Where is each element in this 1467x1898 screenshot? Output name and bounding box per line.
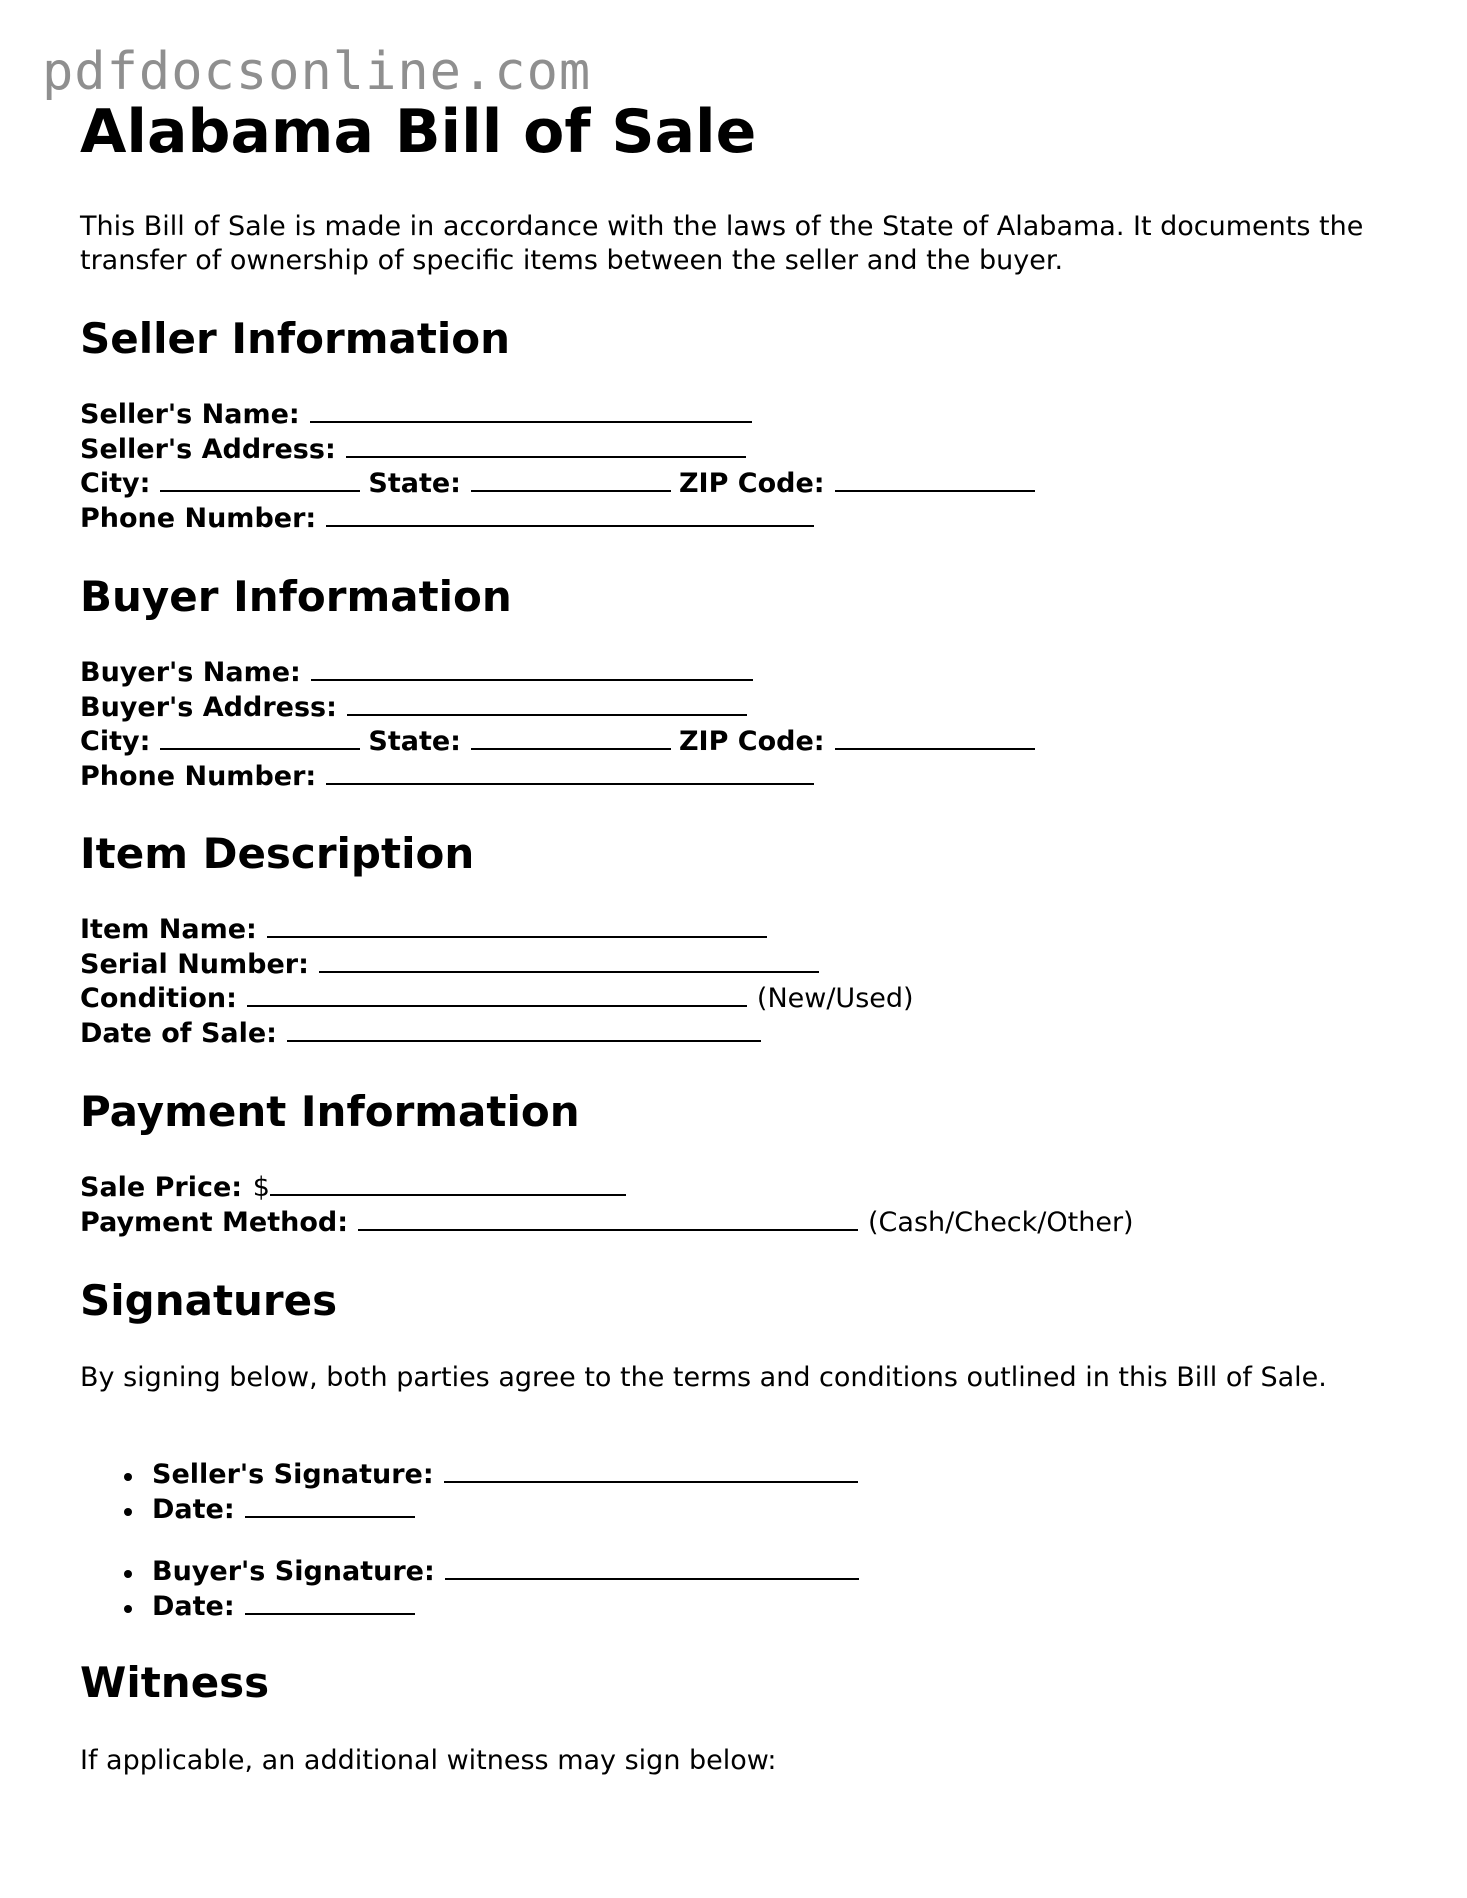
item-heading: Item Description	[80, 829, 475, 878]
payment-method-field[interactable]	[358, 1207, 858, 1231]
page-title: Alabama Bill of Sale	[80, 97, 757, 167]
seller-phone-field[interactable]	[326, 503, 814, 527]
seller-city-field[interactable]	[160, 468, 360, 492]
buyer-signature-list	[80, 1555, 867, 1624]
seller-phone-row	[80, 502, 1043, 537]
buyer-phone-label: Phone Number:	[80, 760, 317, 792]
buyer-address-field[interactable]	[347, 692, 747, 716]
seller-section	[80, 398, 1043, 536]
payment-section	[80, 1171, 1134, 1240]
buyer-address-row	[80, 691, 1043, 726]
date-of-sale-field[interactable]	[287, 1018, 761, 1042]
seller-location-row	[80, 467, 1043, 502]
intro-paragraph: This Bill of Sale is made in accordance with the laws of the State of Alabama. It documents the transfer of ownership of specific items between the seller and the buyer.	[80, 211, 1364, 276]
buyer-state-field[interactable]	[471, 726, 671, 750]
serial-number-row	[80, 948, 914, 983]
buyer-address-label: Buyer's Address:	[80, 691, 337, 723]
seller-zip-label: ZIP Code:	[678, 468, 825, 499]
buyer-state-label: State:	[368, 726, 461, 757]
buyer-zip-field[interactable]	[835, 726, 1035, 750]
item-name-label: Item Name:	[80, 914, 257, 945]
witness-paragraph: If applicable, an additional witness may sign below:	[80, 1745, 777, 1776]
buyer-city-label: City:	[80, 726, 151, 757]
buyer-city-field[interactable]	[160, 726, 360, 750]
seller-date-field[interactable]	[245, 1494, 415, 1518]
seller-address-field[interactable]	[346, 434, 746, 458]
seller-signature-label: Seller's Signature:	[152, 1459, 434, 1490]
item-name-field[interactable]	[267, 914, 767, 938]
seller-address-row	[80, 433, 1043, 468]
buyer-name-row	[80, 656, 1043, 691]
seller-zip-field[interactable]	[835, 468, 1035, 492]
seller-state-field[interactable]	[471, 468, 671, 492]
buyer-date-field[interactable]	[245, 1591, 415, 1615]
witness-heading: Witness	[80, 1658, 270, 1707]
payment-method-hint: (Cash/Check/Other)	[868, 1206, 1134, 1238]
buyer-section	[80, 656, 1043, 794]
buyer-signature-item	[152, 1555, 867, 1590]
buyer-phone-row	[80, 760, 1043, 795]
seller-city-label: City:	[80, 468, 151, 499]
seller-name-field[interactable]	[310, 399, 752, 423]
date-of-sale-label: Date of Sale:	[80, 1017, 277, 1049]
payment-method-label: Payment Method:	[80, 1206, 349, 1238]
seller-address-label: Seller's Address:	[80, 433, 336, 465]
seller-name-row	[80, 398, 1043, 433]
seller-state-label: State:	[368, 468, 461, 499]
sale-price-label: Sale Price:	[80, 1172, 243, 1203]
payment-heading: Payment Information	[80, 1087, 580, 1136]
buyer-zip-label: ZIP Code:	[678, 726, 825, 757]
seller-phone-label: Phone Number:	[80, 502, 317, 534]
buyer-signature-field[interactable]	[445, 1556, 859, 1580]
buyer-date-item	[152, 1590, 867, 1625]
watermark: pdfdocsonline.com	[42, 42, 592, 102]
buyer-date-label: Date:	[152, 1590, 235, 1622]
buyer-location-row	[80, 725, 1043, 760]
condition-row	[80, 982, 914, 1017]
buyer-heading: Buyer Information	[80, 572, 512, 621]
condition-field[interactable]	[247, 983, 747, 1007]
seller-date-label: Date:	[152, 1493, 235, 1525]
sale-price-field[interactable]	[270, 1172, 626, 1196]
currency-symbol: $	[252, 1172, 270, 1203]
item-name-row	[80, 913, 914, 948]
seller-signature-item	[152, 1458, 866, 1493]
buyer-signature-label: Buyer's Signature:	[152, 1556, 435, 1587]
signatures-heading: Signatures	[80, 1276, 338, 1325]
item-section	[80, 913, 914, 1051]
seller-signature-list	[80, 1458, 866, 1527]
sale-price-row	[80, 1171, 1134, 1206]
seller-signature-field[interactable]	[444, 1459, 858, 1483]
seller-name-label: Seller's Name:	[80, 399, 300, 430]
serial-number-label: Serial Number:	[80, 948, 309, 980]
signatures-paragraph: By signing below, both parties agree to the terms and conditions outlined in this Bill of Sale.	[80, 1362, 1327, 1393]
buyer-name-label: Buyer's Name:	[80, 657, 301, 688]
serial-number-field[interactable]	[319, 949, 819, 973]
payment-method-row	[80, 1206, 1134, 1241]
seller-date-item	[152, 1493, 866, 1528]
condition-hint: (New/Used)	[756, 983, 914, 1014]
date-of-sale-row	[80, 1017, 914, 1052]
seller-heading: Seller Information	[80, 314, 511, 363]
buyer-phone-field[interactable]	[326, 761, 814, 785]
condition-label: Condition:	[80, 983, 237, 1014]
buyer-name-field[interactable]	[311, 657, 753, 681]
